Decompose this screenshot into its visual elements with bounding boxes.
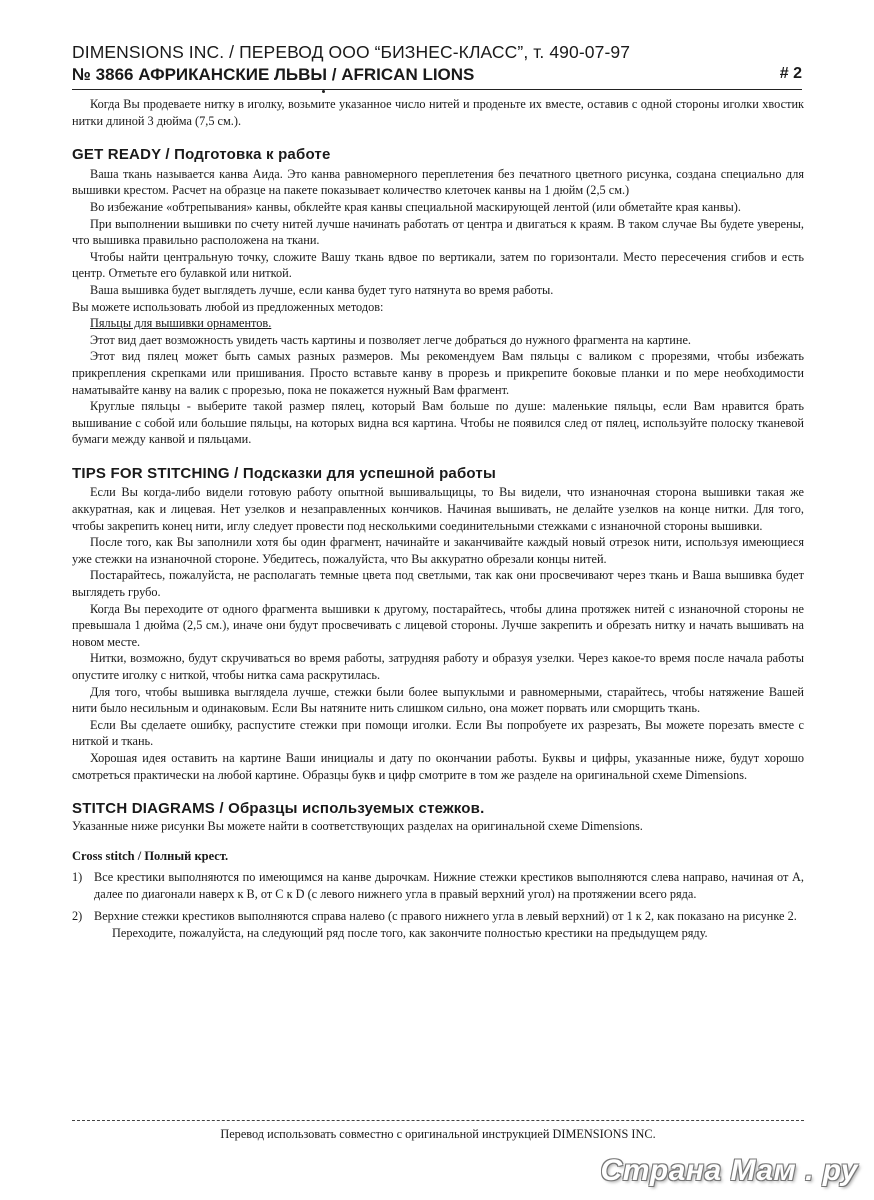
list-item-text: Верхние стежки крестиков выполняются справа налево (с правого нижнего угла в левый верхний) от 1 к 2, как показано на рисунке 2. [94,909,797,924]
paragraph: Ваша ткань называется канва Аида. Это канва равномерного переплетения без печатного цветного рисунка, создана специально для вышивки крестом. Расчет на образце на пакете показывает количество клеточек канвы на 1 дюйм (2,5 см.) [72,166,804,198]
paragraph: Хорошая идея оставить на картине Ваши инициалы и дату по окончании работы. Буквы и цифры, указанные ниже, будут хорошо смотреться практически на любой картине. Образцы букв и цифр смотрите в том же разделе на оригинальной схеме Dimensions. [72,750,804,782]
document-body [72,96,804,941]
footer-note: Перевод использовать совместно с оригинальной инструкцией DIMENSIONS INC. [220,1127,656,1141]
paragraph: При выполнении вышивки по счету нитей лучше начинать работать от центра и двигаться к краям. В таком случае Вы будете уверены, что вышивка правильно расположена на ткани. [72,216,804,248]
section-get-ready-title: GET READY / Подготовка к работе [72,146,331,164]
intro-paragraph: Когда Вы продеваете нитку в иголку, возьмите указанное число нитей и проденьте их вместе, оставив с одной стороны иголки хвостик нитки длиной 3 дюйма (7,5 см.). [72,97,804,128]
subheading-hoops: Пяльцы для вышивки орнаментов. [90,316,272,331]
paragraph: Указанные ниже рисунки Вы можете найти в соответствующих разделах на оригинальной схеме Dimensions. [72,818,643,833]
list-item-continuation: Переходите, пожалуйста, на следующий ряд после того, как закончите полностью крестики на предыдущем ряду. [112,925,708,940]
site-watermark: Страна Мам . ру [600,1154,858,1187]
paragraph: Круглые пяльцы - выберите такой размер пялец, который Вам больше по душе: маленькие пяльцы, если Вам нравится брать вышивание с собой или большие пяльцы, на которых видна вся картина. Чтобы не появился след от пялец, используйте полоску тканевой бумаги между канвой и пяльцами. [72,399,804,447]
paragraph: Этот вид пялец может быть самых разных размеров. Мы рекомендуем Вам пяльцы с валиком с прорезями, чтобы избежать прикрепления скрепками или пришивания. Просто вставьте канву в прорезь и прикрепите боковые планки и по мере необходимости наматывайте канву на валик с прорезью, пока не покажется нужный Вам фрагмент. [72,349,804,397]
page-number: # 2 [779,65,802,82]
header-rule [72,89,802,90]
page-footer [72,1120,804,1142]
page-header [72,42,802,90]
paragraph: Вы можете использовать любой из предложенных методов: [72,299,384,314]
list-item-number: 2) [72,909,83,924]
footer-rule [72,1120,804,1121]
paragraph: После того, как Вы заполнили хотя бы один фрагмент, начинайте и заканчивайте каждый новый отрезок нити, используя имеющиеся уже стежки на изнаночной стороне. Убедитесь, пожалуйста, что Вы аккуратно обрезали концы нитей. [72,535,804,566]
paragraph: Для того, чтобы вышивка выглядела лучше, стежки были более выпуклыми и равномерными, старайтесь, чтобы натяжение Вашей нити было несильным и одинаковым. Если Вы натяните нить слишком сильно, она может порвать или сморщить ткань. [72,684,804,716]
cross-stitch-subtitle: Cross stitch / Полный крест. [72,849,229,864]
paragraph: Когда Вы переходите от одного фрагмента вышивки к другому, постарайтесь, чтобы длина протяжек нитей с изнаночной стороны не превышала 1 дюйма (2,5 см.), иначе они будут просвечивать с лицевой стороны. Лучше закрепить и обрезать нитку и начать вышивать на новом месте. [72,601,804,649]
paragraph: Чтобы найти центральную точку, сложите Вашу ткань вдвое по вертикали, затем по горизонтали. Место пересечения сгибов и есть центр. Отметьте его булавкой или ниткой. [72,249,804,281]
list-item [72,869,804,902]
header-title-line [72,65,802,85]
paragraph: Во избежание «обтрепывания» канвы, обклейте края канвы специальной маскирующей лентой (или обметайте края канвы). [90,199,741,214]
paragraph: Этот вид дает возможность увидеть часть картины и позволяет легче добраться до нужного фрагмента на картине. [90,332,691,347]
header-company-line: DIMENSIONS INC. / ПЕРЕВОД ООО “БИЗНЕС-КЛАСС”, т. 490-07-97 [72,42,631,62]
list-item-number: 1) [72,869,83,884]
section-tips-title: TIPS FOR STITCHING / Подсказки для успешной работы [72,464,496,482]
scan-speck [322,90,325,93]
section-stitch-diagrams-title: STITCH DIAGRAMS / Образцы используемых стежков. [72,800,485,818]
paragraph: Постарайтесь, пожалуйста, не располагать темные цвета под светлыми, так как они просвечивают через ткань и Ваша вышивка будет выглядеть грубо. [72,568,804,600]
list-item-text: Все крестики выполняются по имеющимся на канве дырочкам. Нижние стежки крестиков выполняются слева направо, начиная от А, далее по диагонали наверх к В, от С к D (с левого нижнего угла в правый верхний угол) на протяжении всего ряда. [94,869,804,901]
paragraph: Если Вы сделаете ошибку, распустите стежки при помощи иголки. Если Вы попробуете их разрезать, Вы можете порезать вместе с ниткой и ткань. [72,717,804,749]
paragraph: Если Вы когда-либо видели готовую работу опытной вышивальщицы, то Вы видели, что изнаночная сторона вышивки такая же аккуратная, как и лицевая. Нет узелков и незаправленных кончиков. Начиная вышивать, не делайте узелков на конце нитки. Для того, чтобы закрепить конец нити, иглу следует провести под несколькими соединительными стежками с изнаночной стороны вышивки. [72,485,804,533]
document-title: № 3866 АФРИКАНСКИЕ ЛЬВЫ / AFRICAN LIONS [72,65,475,84]
paragraph: Ваша вышивка будет выглядеть лучше, если канва будет туго натянута во время работы. [90,282,554,297]
list-item [72,908,804,925]
paragraph: Нитки, возможно, будут скручиваться во время работы, затрудняя работу и образуя узелки. Через какое-то время после начала работы опустите иголку с ниткой, чтобы нитка сама раскрутилась. [72,651,804,682]
